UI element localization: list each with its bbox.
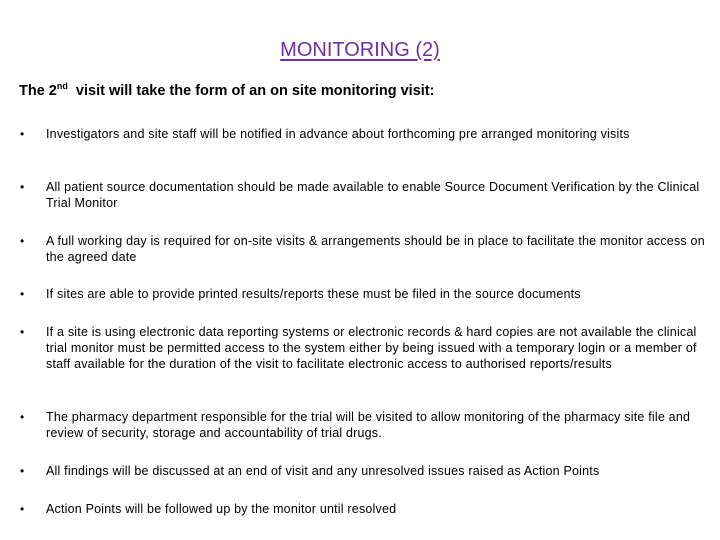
bullet-dot: • (20, 325, 25, 339)
intro-suffix: visit will take the form of an on site monitoring visit: (67, 83, 435, 99)
bullet-dot: • (20, 287, 25, 301)
intro-superscript: nd (56, 81, 68, 91)
bullet-text: If a site is using electronic data reporting systems or electronic records & hard copies are not available the clinical trial monitor must be permitted access to the system either by being issued with a temporary login or a member of staff available for the duration of the visit to facilitate electronic access to authorised reports/results (46, 325, 697, 371)
intro-prefix: The 2 (19, 83, 57, 99)
bullet-text: The pharmacy department responsible for the trial will be visited to allow monitoring of the pharmacy site file and review of security, storage and accountability of trial drugs. (46, 410, 691, 440)
bullet-text: All patient source documentation should be made available to enable Source Document Verification by the Clinical Trial Monitor (46, 180, 700, 210)
bullet-text: All findings will be discussed at an end of visit and any unresolved issues raised as Action Points (46, 464, 600, 478)
bullet-text: If sites are able to provide printed results/reports these must be filed in the source documents (46, 287, 581, 301)
bullet-dot: • (20, 127, 25, 141)
bullet-dot: • (20, 410, 25, 424)
bullet-dot: • (20, 464, 25, 478)
bullet-text: Investigators and site staff will be notified in advance about forthcoming pre arranged monitoring visits (46, 127, 630, 141)
bullet-dot: • (20, 502, 25, 516)
bullet-dot: • (20, 234, 25, 248)
bullet-text: Action Points will be followed up by the monitor until resolved (46, 502, 397, 516)
slide-title: MONITORING (2) (280, 39, 440, 61)
bullet-text: A full working day is required for on-site visits & arrangements should be in place to facilitate the monitor access on the agreed date (46, 234, 705, 264)
bullet-dot: • (20, 180, 25, 194)
